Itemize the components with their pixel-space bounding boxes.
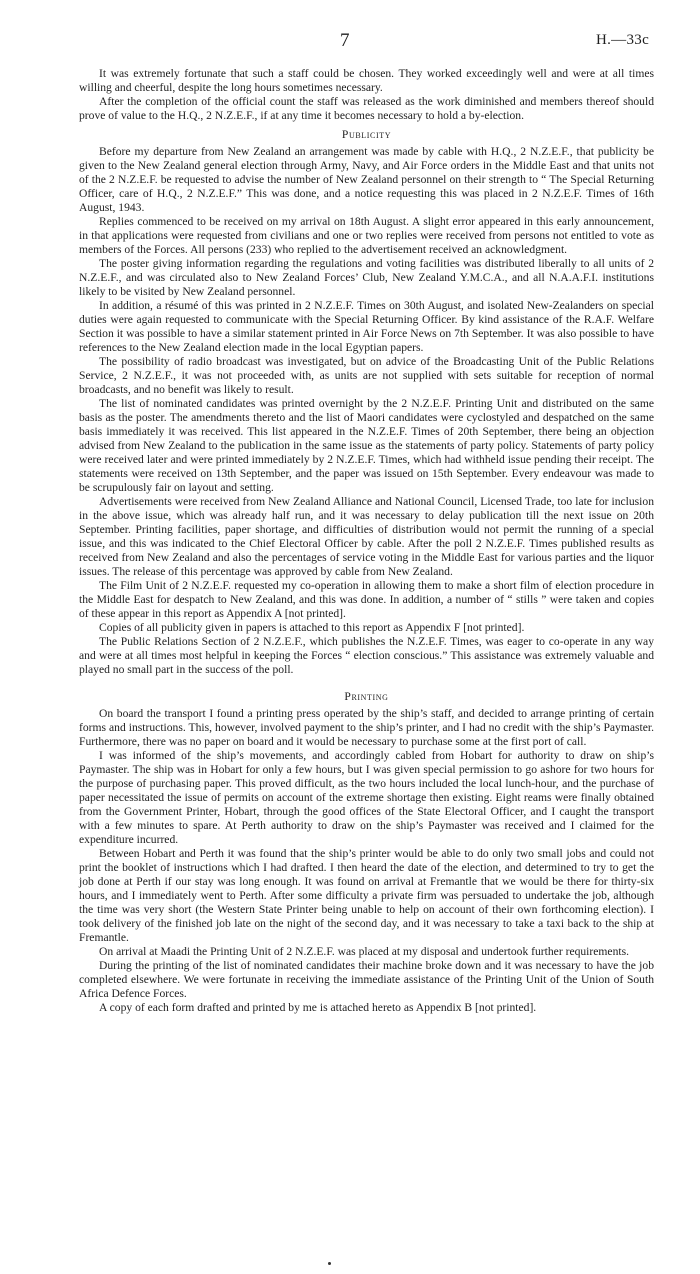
body-text <box>79 67 654 1015</box>
paragraph: Advertisements were received from New Zealand Alliance and National Council, Licensed Trade, too late for inclusion in the above issue, which was already half run, and it was necessary to delay publication till the next issue on 20th September. Printing facilities, paper shortage, and difficulties of distribution would not permit the running of a special issue, and this was indicated to the Chief Electoral Officer by cable. After the poll 2 N.Z.E.F. Times published results as received from New Zealand and also the percentages of service voting in the Middle East for various parties and the liquor issues. The release of this percentage was approved by cable from New Zealand. <box>79 495 654 578</box>
section-heading-publicity: Publicity <box>341 128 392 141</box>
page-header <box>0 30 700 52</box>
paragraph: During the printing of the list of nominated candidates their machine broke down and it was necessary to have the job completed elsewhere. We were fortunate in receiving the immediate assistance of the Printing Unit of the Union of South Africa Defence Forces. <box>79 959 654 1000</box>
paragraph: Copies of all publicity given in papers is attached to this report as Appendix F [not printed]. <box>99 621 525 634</box>
paragraph: The list of nominated candidates was printed overnight by the 2 N.Z.E.F. Printing Unit and distributed on the same basis as the poster. The amendments thereto and the list of Maori candidates were cyclostyled and despatched on the same basis immediately it was received. This list appeared in the N.Z.E.F. Times of 20th September, there being an objection advised from New Zealand to the publication in the same issue as the statements of party policy. Statements of party policy were received later and were printed immediately by 2 N.Z.E.F. Times, which had withheld issue pending their receipt. The statements were received on 13th September, and the paper was issued on 15th September. Every endeavour was made to be scrupulously fair on layout and setting. <box>79 397 654 494</box>
paragraph: On board the transport I found a printing press operated by the ship’s staff, and decided to arrange printing of certain forms and instructions. This, however, involved payment to the ship’s printer, and I had no credit with the ship’s Paymaster. Furthermore, there was no paper on board and it would be necessary to purchase some at the first port of call. <box>79 707 654 748</box>
paragraph: Between Hobart and Perth it was found that the ship’s printer would be able to do only two small jobs and could not print the booklet of instructions which I had drafted. I then heard the date of the election, and determined to try to get the job done at Perth if our stay was long enough. It was found on arrival at Fremantle that we would be there for thirty-six hours, and I immediately went to Perth. After some difficulty a private firm was persuaded to undertake the job, although the time was very short (the Western State Printer being unable to help on account of their own forthcoming election). I took delivery of the finished job late on the night of the second day, and it was necessary to take a taxi back to the ship at Fremantle. <box>79 847 654 944</box>
paragraph: It was extremely fortunate that such a staff could be chosen. They worked exceedingly well and were at all times willing and cheerful, despite the long hours sometimes necessary. <box>79 67 654 94</box>
paragraph: In addition, a résumé of this was printed in 2 N.Z.E.F. Times on 30th August, and isolated New-Zealanders on special duties were again requested to communicate with the Special Returning Officer. By kind assistance of the R.A.F. Welfare Section it was possible to have a similar statement printed in Air Force News on 7th September. It was also possible to have references to the New Zealand election made in the local Egyptian papers. <box>79 299 654 354</box>
paragraph: After the completion of the official count the staff was released as the work diminished and members thereof should prove of value to the H.Q., 2 N.Z.E.F., if at any time it becomes necessary to hold a by-election. <box>79 95 654 122</box>
paragraph: The Public Relations Section of 2 N.Z.E.F., which publishes the N.Z.E.F. Times, was eager to co-operate in any way and were at all times most helpful in keeping the Forces “ election conscious.” This assistance was extremely valuable and played no small part in the success of the poll. <box>79 635 654 676</box>
paragraph: The possibility of radio broadcast was investigated, but on advice of the Broadcasting Unit of the Public Relations Service, 2 N.Z.E.F., it was not proceeded with, as units are not supplied with sets suitable for reception of normal broadcasts, and no benefit was likely to result. <box>79 355 654 396</box>
paragraph: Replies commenced to be received on my arrival on 18th August. A slight error appeared in this early announcement, in that applications were requested from civilians and one or two replies were received from persons not entitled to vote as members of the Forces. All persons (233) who replied to the advertisement received an acknowledgment. <box>79 215 654 256</box>
paragraph: Before my departure from New Zealand an arrangement was made by cable with H.Q., 2 N.Z.E.F., that publicity be given to the New Zealand general election through Army, Navy, and Air Force orders in the Middle East and that units not of the 2 N.Z.E.F. be requested to advise the number of New Zealand personnel on their strength to “ The Special Returning Officer, care of H.Q., 2 N.Z.E.F.” This was done, and a notice requesting this was placed in 2 N.Z.E.F. Times of 16th August, 1943. <box>79 145 654 214</box>
document-reference: H.—33c <box>596 32 650 48</box>
paragraph: I was informed of the ship’s movements, and accordingly cabled from Hobart for authority to draw on ship’s Paymaster. The ship was in Hobart for only a few hours, but I was given special permission to go ashore for two hours for the purpose of purchasing paper. This proved difficult, as the two hours included the local lunch-hour, and the purchase of paper necessitated the issue of permits on account of the extreme shortage then existing. Eight reams were finally obtained from the Government Printer, Hobart, through the good offices of the State Electoral Officer, and I caught the transport with a few minutes to spare. At Perth authority to draw on the ship’s Paymaster was received and I claimed for the expenditure incurred. <box>79 749 654 846</box>
paragraph: On arrival at Maadi the Printing Unit of 2 N.Z.E.F. was placed at my disposal and undertook further requirements. <box>99 945 630 958</box>
section-heading-printing: Printing <box>344 690 389 703</box>
page-number: 7 <box>340 30 350 51</box>
paragraph: A copy of each form drafted and printed by me is attached hereto as Appendix B [not printed]. <box>99 1001 537 1014</box>
paragraph: The poster giving information regarding the regulations and voting facilities was distributed liberally to all units of 2 N.Z.E.F., and was circulated also to New Zealand Forces’ Club, New Zealand Y.M.C.A., and all N.A.A.F.I. institutions likely to be visited by New Zealand personnel. <box>79 257 654 298</box>
paragraph: The Film Unit of 2 N.Z.E.F. requested my co-operation in allowing them to make a short film of election procedure in the Middle East for despatch to New Zealand, and this was done. In addition, a number of “ stills ” were taken and copies of these appear in this report as Appendix A [not printed]. <box>79 579 654 620</box>
footer-mark <box>328 1262 331 1265</box>
